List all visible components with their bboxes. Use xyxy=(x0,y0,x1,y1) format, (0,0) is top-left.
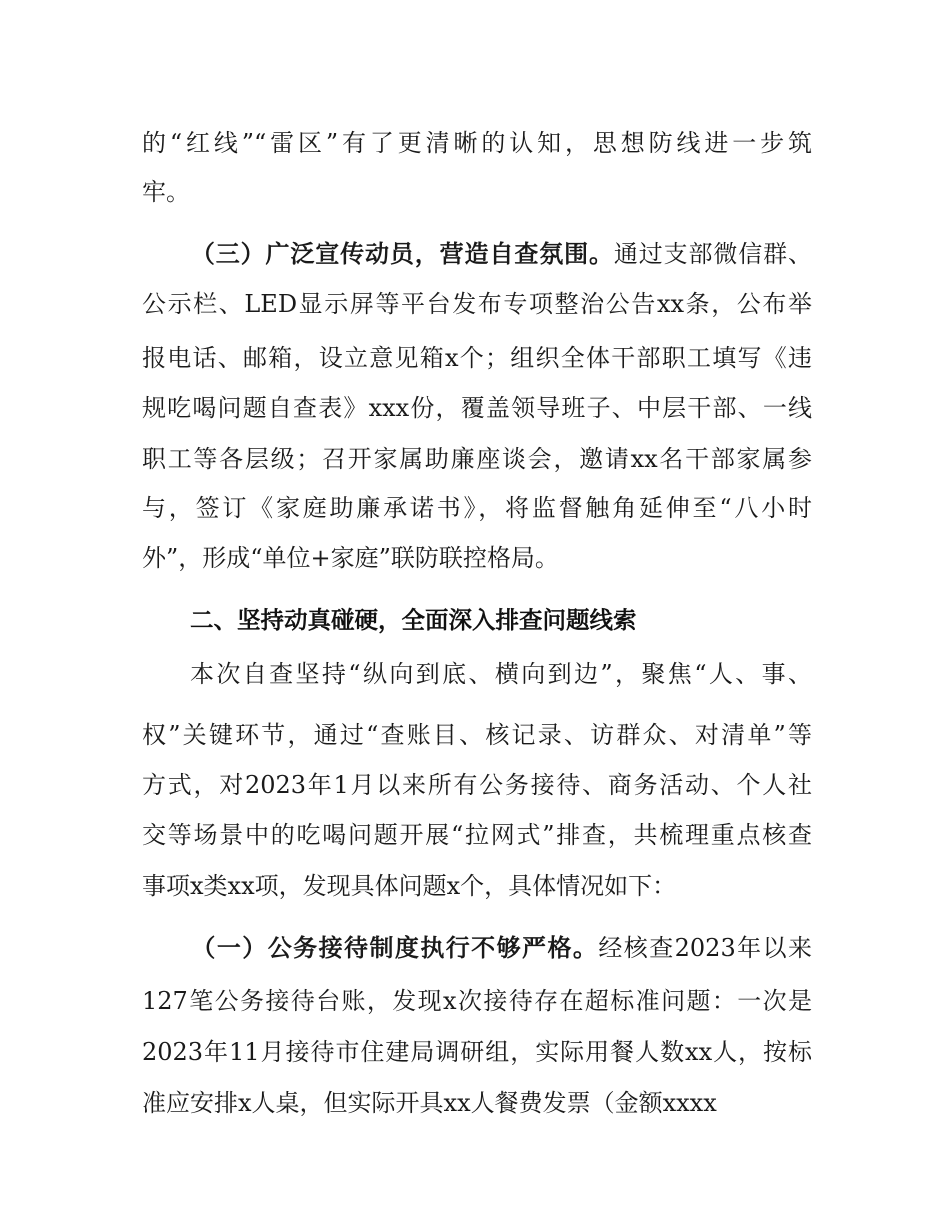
text-line: 事项x类xx项，发现具体问题x个，具体情况如下： xyxy=(142,872,677,900)
text-line: 职工等各层级；召开家属助廉座谈会，邀请xx名干部家属参 xyxy=(142,445,812,473)
text-line: 交等场景中的吃喝问题开展“拉网式”排查，共梳理重点核查 xyxy=(142,821,812,849)
text-line: 本次自查坚持“纵向到底、横向到边”，聚焦“人、事、 xyxy=(190,660,812,688)
text-line: 准应安排x人桌，但实际开具xx人餐费发票（金额xxxx xyxy=(142,1089,717,1117)
text-line: 权”关键环节，通过“查账目、核记录、访群众、对清单”等 xyxy=(142,721,812,749)
text-run: 经核查2023年以来 xyxy=(598,934,813,962)
text-line: 牢。 xyxy=(142,178,190,206)
text-line: 的“红线”“雷区”有了更清晰的认知，思想防线进一步筑 xyxy=(142,129,812,157)
paragraph-first-line xyxy=(142,236,812,272)
text-run: 通过支部微信群、 xyxy=(613,240,813,268)
text-line: 2023年11月接待市住建局调研组，实际用餐人数xx人，按标 xyxy=(142,1038,812,1066)
text-line: 报电话、邮箱，设立意见箱x个；组织全体干部职工填写《违 xyxy=(142,344,812,372)
text-line: 127笔公务接待台账，发现x次接待存在超标准问题：一次是 xyxy=(142,987,812,1015)
text-line: 与，签订《家庭助廉承诺书》，将监督触角延伸至“八小时 xyxy=(142,494,812,522)
text-line: 方式，对2023年1月以来所有公务接待、商务活动、个人社 xyxy=(142,771,812,799)
paragraph-first-line xyxy=(142,930,812,966)
text-line: 公示栏、LED显示屏等平台发布专项整治公告xx条，公布举 xyxy=(142,290,812,318)
part-heading: 二、坚持动真碰硬，全面深入排查问题线索 xyxy=(190,606,637,634)
text-line: 外”，形成“单位+家庭”联防联控格局。 xyxy=(142,544,559,572)
text-line: 规吃喝问题自查表》xxx份，覆盖领导班子、中层干部、一线 xyxy=(142,394,812,422)
section-heading-3: （三）广泛宣传动员，营造自查氛围。 xyxy=(190,240,614,268)
section-heading-1: （一）公务接待制度执行不够严格。 xyxy=(190,934,599,962)
